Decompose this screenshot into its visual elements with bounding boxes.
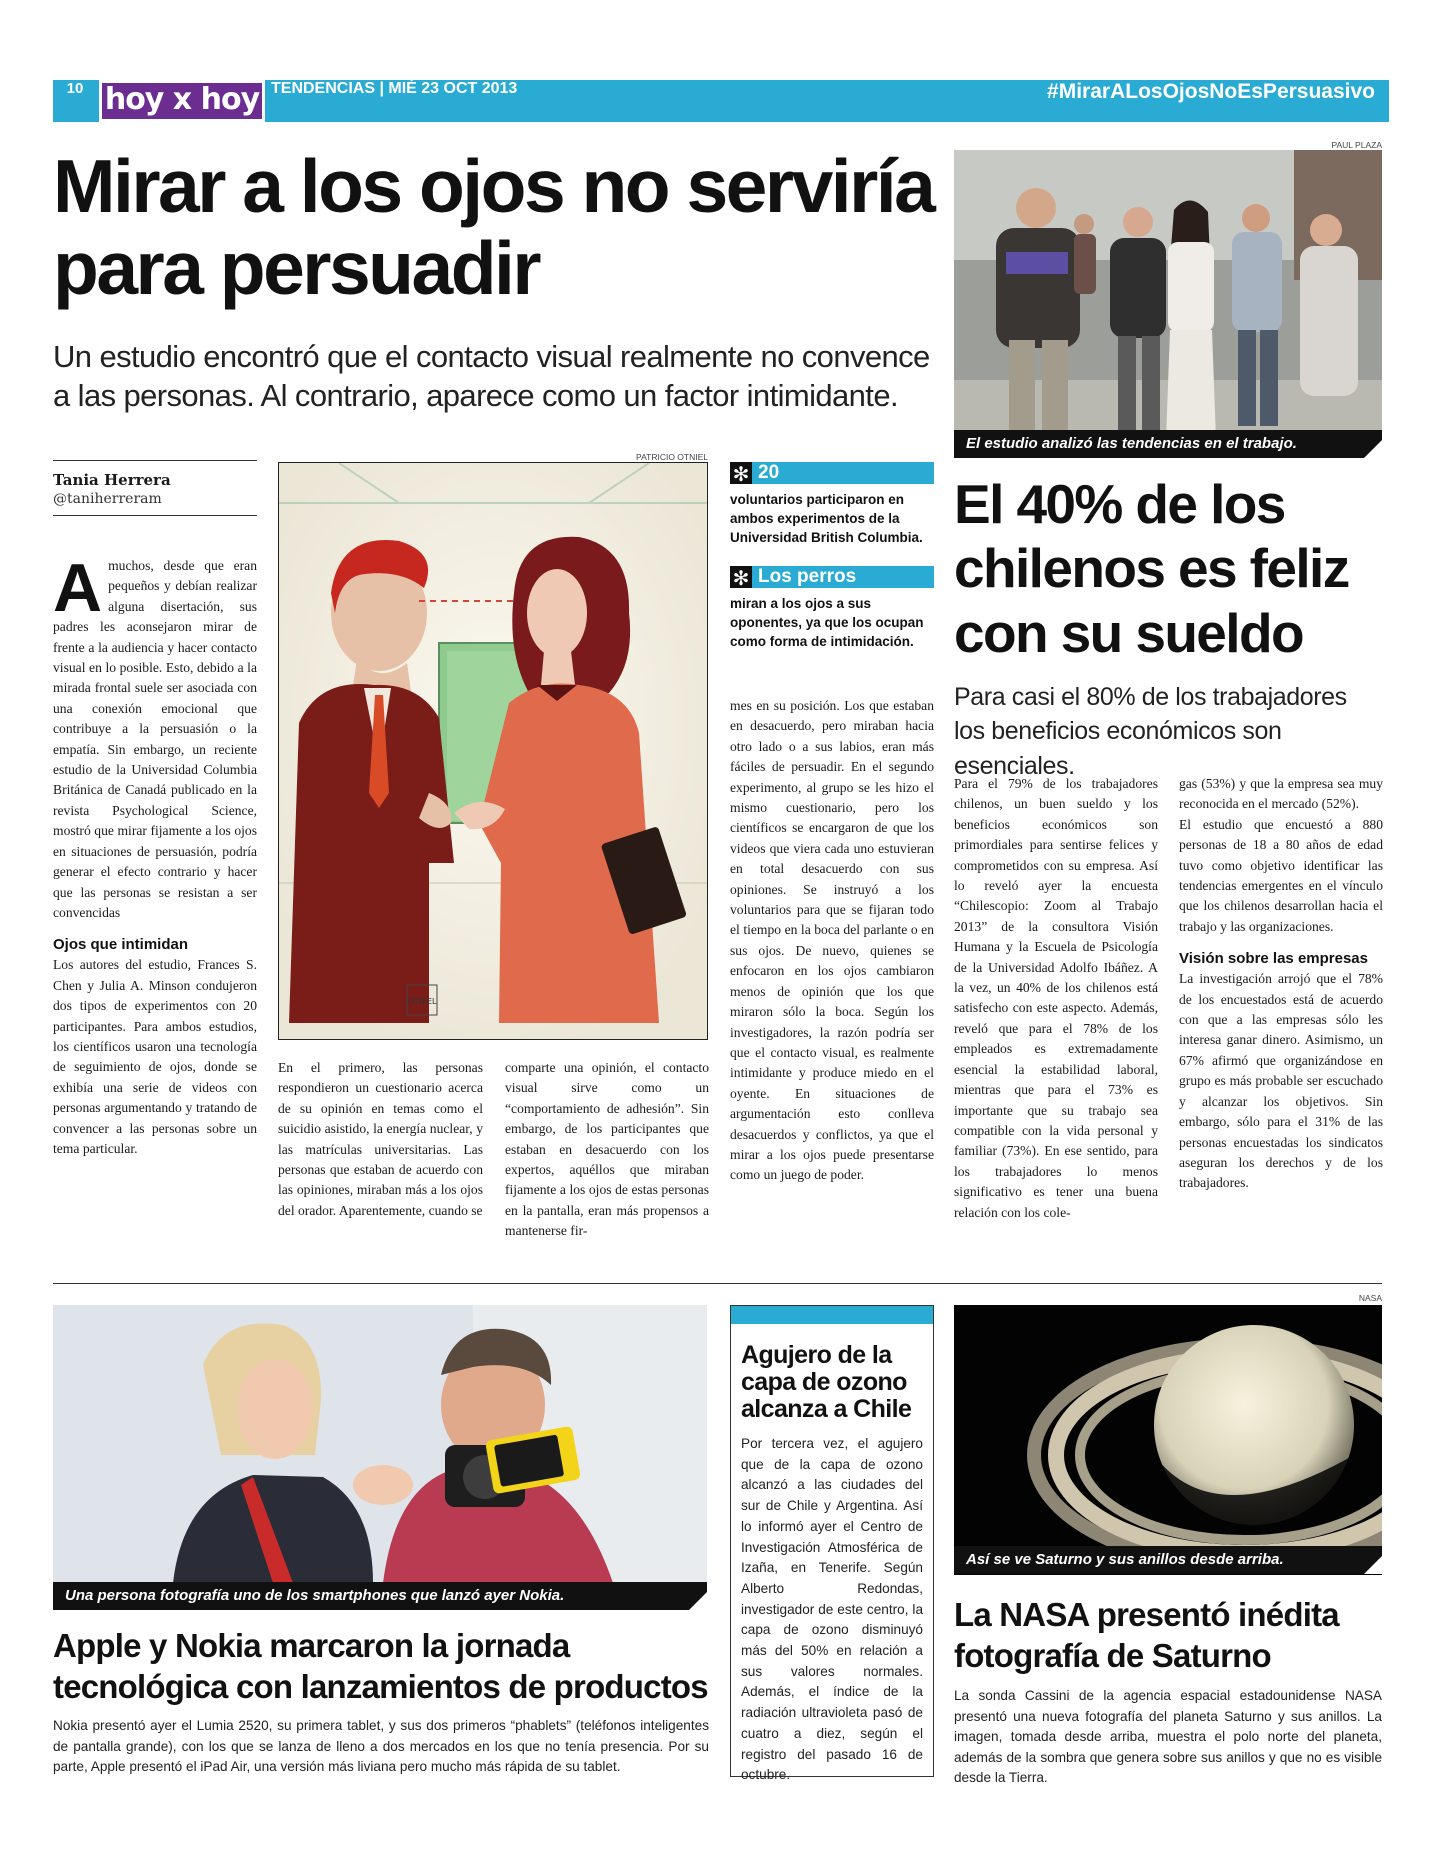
article-hashtag[interactable]: #MirarALosOjosNoEsPersuasivo	[1047, 80, 1375, 103]
main-article-column-4	[730, 696, 934, 1186]
author-twitter-handle[interactable]: @taniherreram	[53, 491, 162, 507]
factoid-bar-volunteers	[730, 462, 934, 484]
illustration-credit: PATRICIO OTNIEL	[636, 452, 708, 462]
article-body-text: mes en su posición. Los que estaban en desacuerdo, pero miraban hacia otro lado o a sus labios, eran más fáciles de persuadir. En el segundo experimento, al grupo se les hizo el mismo cuestionario, pero los científicos se encargaron de que los videos que viera cada uno estuvieran en total desacuerdo con sus opiniones. Se instruyó a los voluntarios para que se fijaran todo el tiempo en la boca del parlante o en sus ojos. De nuevo, quienes se enfocaron en los ojos cambiaron menos de opinión que los que miraron sólo la boca. Según los investigadores, la razón podría ser que el contacto visual, es realmente intimidante y produce miedo en el oyente. En situaciones de argumentación esto conlleva desacuerdos y conflictos, ya que el mirar a los ojos puede presentarse como un juego de poder.	[730, 698, 934, 1183]
saturn-body-text: La sonda Cassini de la agencia espacial estadounidense NASA presentó una nueva fotografía del planeta Saturno y sus anillos. La imagen, tomada desde arriba, muestra el polo norte del planeta, además de la sombra que genera sobre sus anillos y que no es visible desde la Tierra.	[954, 1688, 1382, 1785]
saturn-headline: La NASA presentó inédita fotografía de Saturno	[954, 1596, 1339, 1675]
factoid-title: 20	[758, 462, 780, 483]
photo-credit: NASA	[1358, 1293, 1382, 1303]
article-body-text: La investigación arrojó que el 78% de los encuestados está de acuerdo con que a las empresas sólo les interesa ganar dinero. Asimismo, un 67% afirmó que organizándose en grupo es más probable ser escuchado y alcanzar los objetivos. Sin embargo, sólo para el 31% de las personas encuestadas los sindicatos aseguran los derechos y de los trabajadores.	[1179, 971, 1383, 1191]
ozone-box-accent-bar	[731, 1306, 933, 1324]
saturn-photo[interactable]	[954, 1305, 1382, 1575]
main-article-column-2	[278, 1058, 483, 1221]
ozone-body-text: Por tercera vez, el agujero que de la capa de ozono alcanzó a las ciudades del sur de Chile y Argentina. Así lo informó ayer el Centro de Investigación Atmosférica de Izaña, en Tenerife. Según Alberto Redondas, investigador de este centro, la capa de ozono disminuyó más del 50% en relación a sus valores normales. Además, el índice de la radiación ultravioleta pasó de cuatro a diez, según el registro del pasado 16 de octubre.	[741, 1436, 923, 1783]
main-subheadline: Un estudio encontró que el contacto visual realmente no convence a las personas. Al contrario, aparece como un factor intimidante.	[53, 339, 930, 413]
main-headline: Mirar a los ojos no serviría para persuadir	[53, 144, 934, 310]
ozone-headline: Agujero de la capa de ozono alcanza a Chile	[741, 1341, 912, 1423]
ozone-sidebar-box	[730, 1305, 934, 1783]
article-body-text: comparte una opinión, el contacto visual sirve como un “comportamiento de adhesión”. Sin embargo, de los participantes que estaban en desacuerdo con los expertos, aquéllos que miraban fijamente a los ojos de estas personas en la pantalla, eran más propensos a mantenerse fir-	[505, 1060, 709, 1239]
asterisk-icon: ✻	[730, 566, 752, 588]
salary-headline: El 40% de los chilenos es feliz con su sueldo	[954, 473, 1349, 664]
salary-subheadline: Para casi el 80% de los trabajadores los beneficios económicos son esenciales.	[954, 683, 1347, 780]
salary-article-column-1	[954, 774, 1158, 1223]
article-body-text: Para el 79% de los trabajadores chilenos, un buen sueldo y los beneficios económicos son primordiales para sentirse felices y comprometidos con su empresa. Así lo reveló ayer la encuesta “Chilescopio: Zoom al Trabajo 2013” de la consultora Visión Humana y la Escuela de Psicología de la Universidad Adolfo Ibáñez. A la vez, un 40% de los chilenos está satisfecho con este aspecto. Además, reveló que para el 78% de los empleados es extremadamente esencial la estabilidad laboral, mientras que para el 73% es importante que su trabajo sea compatible con la vida personal y familiar (73%). En ese sentido, para los trabajadores lo menos significativo es tener una buena relación con los cole-	[954, 776, 1158, 1220]
street-crowd-photo[interactable]	[954, 150, 1382, 458]
byline	[53, 460, 257, 516]
hoyxhoy-logo[interactable]: hoy x hoy	[99, 80, 265, 122]
page-number: 10	[66, 80, 84, 97]
illustration-signature: OTNIEL	[407, 997, 437, 1006]
factoid-text-volunteers: voluntarios participaron en ambos experimentos de la Universidad British Columbia.	[730, 492, 923, 545]
photo-caption: Así se ve Saturno y sus anillos desde arriba.	[954, 1546, 1382, 1574]
nokia-body-text: Nokia presentó ayer el Lumia 2520, su primera tablet, y sus dos primeros “phablets” (teléfonos inteligentes de pantalla grande), con los que se lanza de lleno a dos mercados en los que no tenía presencia. Por su parte, Apple presentó el iPad Air, una versión más liviana pero mucho más rápida de su tablet.	[53, 1718, 709, 1774]
photo-caption: Una persona fotografía uno de los smartphones que lanzó ayer Nokia.	[53, 1582, 707, 1610]
photo-caption: El estudio analizó las tendencias en el trabajo.	[954, 430, 1382, 458]
article-body-text: El estudio que encuestó a 880 personas de 18 a 80 años de edad tuvo como objetivo identificar las tendencias emergentes en el vínculo que los chilenos desarrollan hacia el trabajo y las organizaciones.	[1179, 816, 1383, 934]
factoid-title: Los perros	[758, 566, 857, 587]
section-divider	[53, 1283, 1382, 1284]
article-body-text: muchos, desde que eran pequeños y debían realizar alguna disertación, sus padres les aconsejaron mirar de frente a la audiencia y hacer contacto visual en lo posible. Esto, debido a la mirada frontal suele ser asociada con una conexión emocional que contribuye a la persuasión o la empatía. Sin embargo, un reciente estudio de la Universidad Columbia Británica de Canadá publicado en la revista Psychological Science, mostró que mirar fijamente a los ojos en situaciones de persuasión, podría generar el efecto contrario y hacer que las personas se resistan a ser convencidas	[53, 558, 257, 920]
saturn-photo-art	[954, 1305, 1382, 1575]
nokia-smartphone-photo[interactable]	[53, 1305, 707, 1583]
page-header	[53, 80, 1389, 122]
street-crowd-photo-art	[954, 150, 1382, 458]
nokia-headline: Apple y Nokia marcaron la jornada tecnológica con lanzamientos de productos	[53, 1627, 708, 1706]
article-body-text: gas (53%) y que la empresa sea muy reconocida en el mercado (52%).	[1179, 776, 1383, 812]
article-subhead: Visión sobre las empresas	[1179, 950, 1368, 968]
handshake-illustration	[278, 462, 708, 1040]
main-article-column-1	[53, 550, 257, 1159]
main-article-column-3	[505, 1058, 709, 1242]
factoid-text-dogs: miran a los ojos a sus oponentes, ya que los ocupan como forma de intimidación.	[730, 596, 924, 649]
drop-cap: A	[53, 550, 103, 626]
photo-credit: PAUL PLAZA	[1331, 140, 1382, 150]
nokia-smartphone-photo-art	[53, 1305, 707, 1583]
factoid-bar-dogs	[730, 566, 934, 588]
author-name: Tania Herrera	[53, 471, 171, 489]
article-body-text: En el primero, las personas respondieron un cuestionario acerca de su opinión en temas como el suicidio asistido, la energía nuclear, y las matrículas universitarias. Las personas que estaban de acuerdo con las opiniones, miraban más a los ojos del orador. Aparentemente, cuando se	[278, 1060, 483, 1218]
handshake-illustration-art	[279, 463, 708, 1040]
article-subhead: Ojos que intimidan	[53, 936, 189, 954]
asterisk-icon: ✻	[730, 462, 752, 484]
article-body-text: Los autores del estudio, Frances S. Chen y Julia A. Minson condujeron dos tipos de experimentos con 20 participantes. Para ambos estudios, los científicos usaron una tecnología de seguimiento de ojos, donde se exhibía una serie de videos con personas argumentando y tratando de convencer a las personas sobre un tema particular.	[53, 957, 257, 1156]
section-date-label: TENDENCIAS | MIÉ 23 OCT 2013	[271, 80, 518, 97]
salary-article-column-2	[1179, 774, 1383, 1194]
